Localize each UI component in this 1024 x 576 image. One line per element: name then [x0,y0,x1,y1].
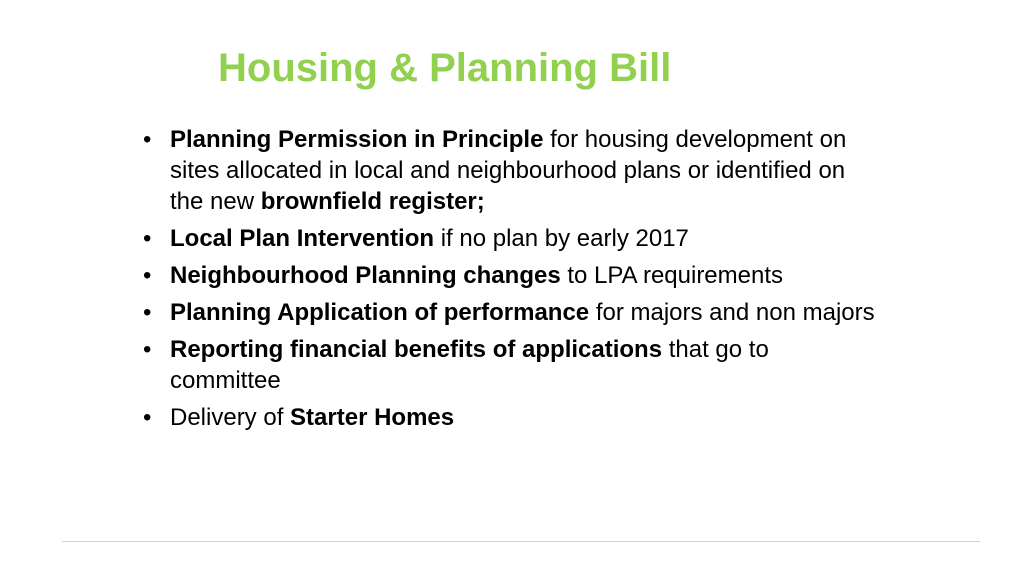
bullet-text: for housing development on sites allocated in local and neighbourhood plans or identified on the new [170,126,847,215]
bullet-text: that go to committee [170,336,769,394]
bullet-item [140,334,880,396]
slide-title: Housing & Planning Bill [218,46,672,90]
bullet-text: if no plan by early 2017 [434,225,689,252]
bullet-item [140,124,880,217]
bullet-dot-icon: • [143,404,152,431]
bullet-item [140,223,880,254]
bullet-bold-text: Local Plan Intervention [170,225,435,252]
bullet-text: Delivery of [170,404,291,431]
bullet-text: for majors and non majors [589,299,875,326]
bullet-bold-text: Reporting financial benefits of applications [170,336,663,363]
bullet-item [140,402,880,433]
bullet-dot-icon: • [143,336,152,363]
bullet-dot-icon: • [143,299,152,326]
bullet-dot-icon: • [143,225,152,252]
bullet-item [140,297,880,328]
bullet-dot-icon: • [143,126,152,153]
bullet-list [140,124,880,439]
bullet-bold-text: brownfield register; [260,188,485,215]
bullet-item [140,260,880,291]
bullet-text: to LPA requirements [560,262,784,289]
bullet-bold-text: Starter Homes [290,404,455,431]
bullet-dot-icon: • [143,262,152,289]
bullet-bold-text: Planning Permission in Principle [170,126,544,153]
bullet-bold-text: Planning Application of performance [170,299,590,326]
bullet-bold-text: Neighbourhood Planning changes [170,262,561,289]
footer-divider [62,541,980,542]
